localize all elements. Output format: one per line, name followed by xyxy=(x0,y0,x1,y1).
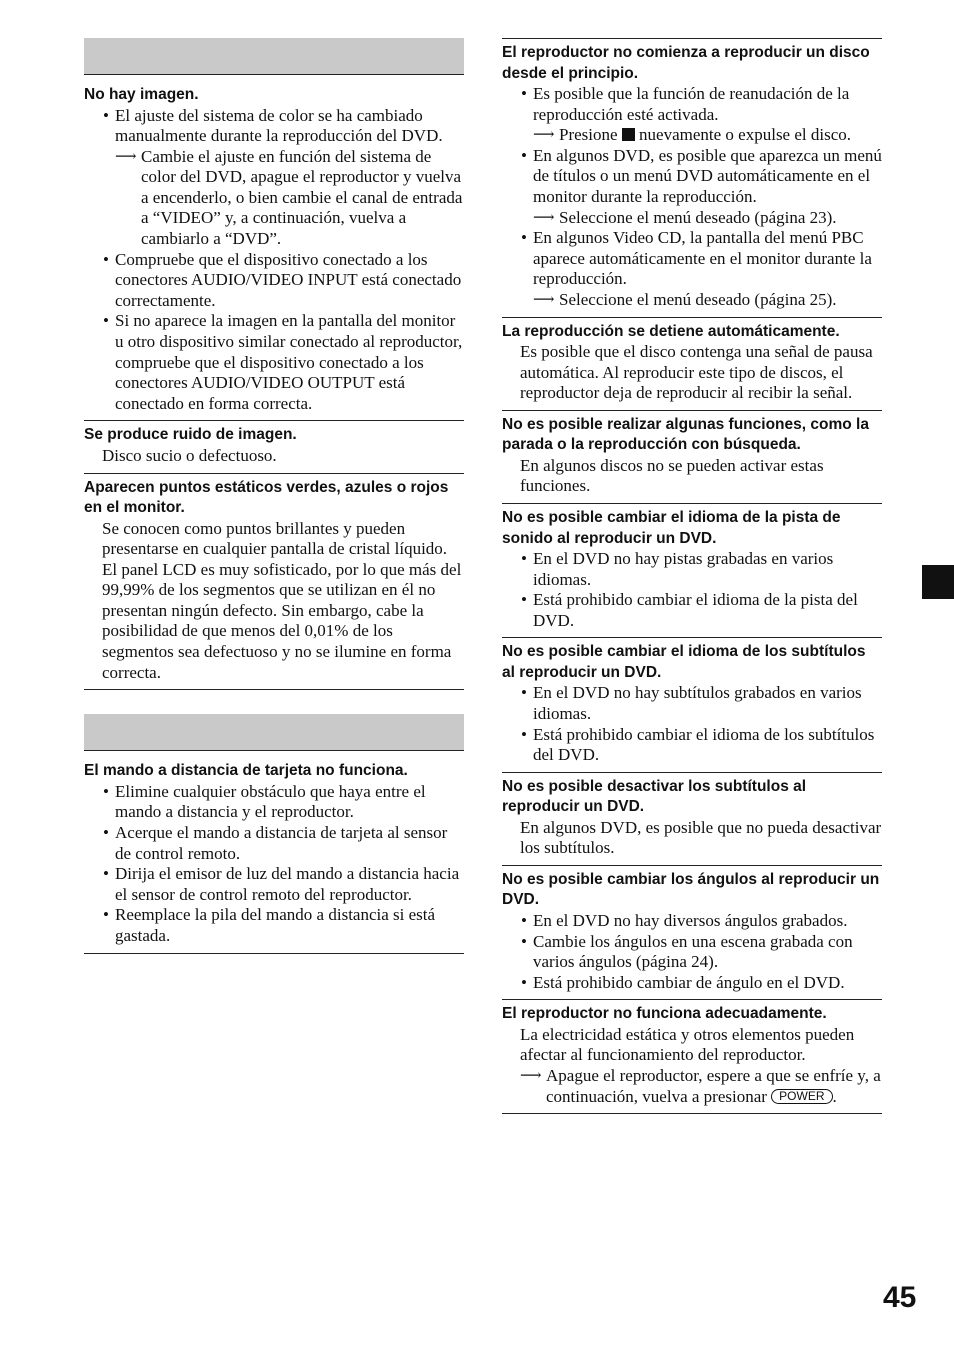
faq-remote xyxy=(84,761,464,953)
faq-auto-stop xyxy=(502,318,882,411)
list-item: • Compruebe que el dispositivo conectado a los conectores AUDIO/VIDEO INPUT está conectado correctamente. xyxy=(103,249,462,310)
stop-icon xyxy=(622,128,635,141)
list-item: • En el DVD no hay pistas grabadas en varios idiomas. xyxy=(521,549,834,589)
answer-text: Disco sucio o defectuoso. xyxy=(102,445,277,465)
faq-subtitle-language xyxy=(502,638,882,772)
list-item: • Está prohibido cambiar de ángulo en el DVD. xyxy=(521,972,845,992)
list-item: • En algunos Video CD, la pantalla del menú PBC aparece automáticamente en el monitor durante la reproducción. ⟶ Seleccione el menú deseado (página 25). xyxy=(502,228,882,310)
list-item: • En algunos DVD, es posible que aparezca un menú de títulos o un menú DVD automáticamente en el monitor durante la reproducción. ⟶ Seleccione el menú deseado (página 23). xyxy=(521,145,882,227)
faq-not-from-start xyxy=(502,38,882,318)
question-heading: No es posible cambiar los ángulos al reproducir un DVD. xyxy=(502,870,880,909)
faq-audio-language xyxy=(502,504,882,638)
question-heading: No es posible cambiar el idioma de los subtítulos al reproducir un DVD. xyxy=(502,643,866,681)
side-tab-marker xyxy=(922,565,954,599)
question-heading: No hay imagen. xyxy=(84,86,199,103)
question-heading: Se produce ruido de imagen. xyxy=(84,426,297,444)
solution-line: ⟶ Apague el reproductor, espere a que se enfríe y, a continuación, vuelva a presionar POWER . xyxy=(520,1066,881,1106)
solution-line: ⟶ Presione nuevamente o expulse el disco. xyxy=(533,125,852,145)
arrow-icon: ⟶ xyxy=(533,127,555,144)
list-item: • Si no aparece la imagen en la pantalla del monitor u otro dispositivo similar conectado al reproductor, compruebe que el dispositivo conectado a los conectores AUDIO/VIDEO OUTPUT está conectado en forma correcta. xyxy=(103,311,463,413)
list-item: • Elimine cualquier obstáculo que haya entre el mando a distancia y el reproductor. xyxy=(103,781,426,822)
answer-text: La electricidad estática y otros elementos pueden afectar al funcionamiento del reproductor. xyxy=(520,1024,855,1065)
faq-static-dots xyxy=(84,474,464,691)
answer-text: Se conocen como puntos brillantes y pueden presentarse en cualquier pantalla de cristal líquido. xyxy=(102,518,448,559)
list-item: • En el DVD no hay diversos ángulos grabados. xyxy=(521,910,848,930)
section-header-band xyxy=(84,38,464,75)
question-heading: No es posible desactivar los subtítulos al reproducir un DVD. xyxy=(502,777,807,816)
list-item: • Está prohibido cambiar el idioma de los subtítulos del DVD. xyxy=(521,724,875,765)
arrow-icon: ⟶ xyxy=(520,1068,542,1084)
page-number: 45 xyxy=(883,1281,917,1314)
faq-malfunction xyxy=(502,1000,882,1114)
solution-line: ⟶ Seleccione el menú deseado (página 25). xyxy=(533,289,837,309)
list-item: • Es posible que la función de reanudación de la reproducción esté activada. ⟶ Presione nuevamente o expulse el disco. xyxy=(502,84,882,146)
question-heading: No es posible realizar algunas funciones, como la parada o la reproducción con búsqueda. xyxy=(502,415,869,454)
arrow-icon: ⟶ xyxy=(115,148,137,165)
faq-no-image xyxy=(84,85,464,421)
list-item: • Dirija el emisor de luz del mando a distancia hacia el sensor de control remoto del reproductor. xyxy=(103,864,460,904)
faq-image-noise xyxy=(84,421,464,473)
solution-line: ⟶ Cambie el ajuste en función del sistema de color del DVD, apague el reproductor y vuelva a encenderlo, o bien cambie el canal de entrada a “VIDEO” y, a continuación, vuelva a cambiarlo a “DVD”. xyxy=(115,146,463,249)
question-heading: El reproductor no comienza a reproducir un disco desde el principio. xyxy=(502,44,870,82)
list-item: • En el DVD no hay subtítulos grabados en varios idiomas. xyxy=(521,683,862,723)
question-heading: La reproducción se detiene automáticamente. xyxy=(502,322,840,340)
list-item: • Cambie los ángulos en una escena grabada con varios ángulos (página 24). xyxy=(521,931,853,972)
section-header-band xyxy=(84,714,464,751)
list-item: • Acerque el mando a distancia de tarjeta al sensor de control remoto. xyxy=(103,822,448,863)
list-item: • Está prohibido cambiar el idioma de la pista del DVD. xyxy=(521,590,858,630)
question-heading: No es posible cambiar el idioma de la pista de sonido al reproducir un DVD. xyxy=(502,509,841,547)
right-column xyxy=(502,38,882,1114)
list-item: • El ajuste del sistema de color se ha cambiado manualmente durante la reproducción del DVD. ⟶ Cambie el ajuste en función del sistema de color del DVD, apague el reproductor y vuelva a encenderlo, o bien cambie el canal de entrada a “VIDEO” y, a continuación, vuelva a cambiarlo a “DVD”. xyxy=(103,105,463,249)
answer-text: Es posible que el disco contenga una señal de pausa automática. Al reproducir este tipo de discos, el reproductor deja de reproducir al recibir la señal. xyxy=(520,342,873,403)
question-heading: El mando a distancia de tarjeta no funciona. xyxy=(84,762,408,780)
answer-text: En algunos discos no se pueden activar estas funciones. xyxy=(520,455,824,496)
answer-text: El panel LCD es muy sofisticado, por lo que más del 99,99% de los segmentos que se utilizan en él no presentan ningún defecto. Sin embargo, cabe la posibilidad de que menos del 0,01% de los segmentos sea defectuoso y no se ilumine en forma correcta. xyxy=(102,559,462,682)
arrow-icon: ⟶ xyxy=(533,291,555,308)
answer-text: En algunos DVD, es posible que no pueda desactivar los subtítulos. xyxy=(520,817,882,858)
arrow-icon: ⟶ xyxy=(533,209,555,226)
faq-functions xyxy=(502,411,882,504)
solution-line: ⟶ Seleccione el menú deseado (página 23). xyxy=(533,207,837,227)
question-heading: El reproductor no funciona adecuadamente. xyxy=(502,1005,827,1023)
faq-subtitle-off xyxy=(502,773,882,866)
faq-angles xyxy=(502,866,882,1000)
question-heading: Aparecen puntos estáticos verdes, azules o rojos en el monitor. xyxy=(84,478,449,516)
power-button-label: POWER xyxy=(771,1089,832,1104)
list-item: • Reemplace la pila del mando a distancia si está gastada. xyxy=(103,905,436,945)
left-column xyxy=(84,38,464,954)
